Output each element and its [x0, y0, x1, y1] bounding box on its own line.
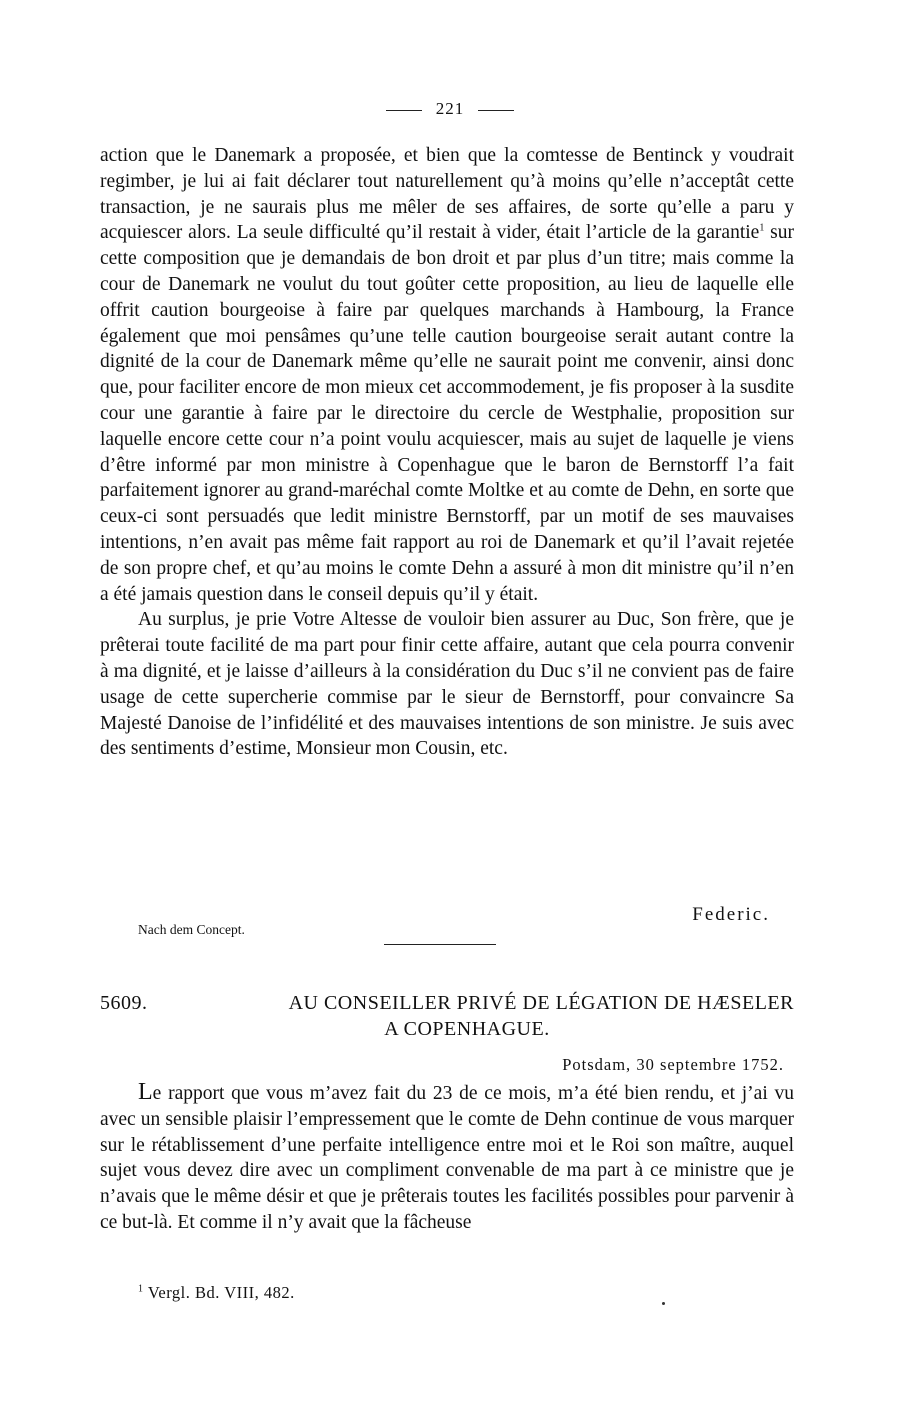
heading-line-2: A COPENHAGUE.: [384, 1018, 550, 1040]
section-divider: [384, 944, 496, 945]
paragraph-2: Au surplus, je prie Votre Altesse de vouloir bien assurer au Duc, Son frère, que je prêterai toute facilité de ma part pour finir cette affaire, autant que cela pourra convenir à ma dignité, et je laisse d’ailleurs à la considération du Duc s’il ne convient pas de faire usage de cette supercherie commise par le sieur de Bernstorff, pour convaincre Sa Majesté Danoise de l’infidélité et des mauvaises intentions de son ministre. Je suis avec des sentiments d’estime, Monsieur mon Cousin, etc.: [100, 609, 794, 760]
signature: Federic.: [692, 904, 770, 925]
header-dash-right: [478, 110, 514, 111]
letter-heading: [100, 990, 794, 1042]
letter-continuation: [100, 143, 794, 762]
letter-body-text: e rapport que vous m’avez fait du 23 de ce mois, m’a été bien rendu, et j’ai vu avec un sensible plaisir l’empressement que le comte de Dehn continue de vous marquer sur le rétablissement d’une perfaite intelligence entre moi et le Roi son maître, auquel sujet vous devez dire avec un compliment convenable de ma part à ce ministre que je n’avais que le même désir et que je prêterais toutes les facilités possibles pour parvenir à ce but-là. Et comme il n’y avait que la fâcheuse: [100, 1083, 794, 1233]
dateline-date: 30 septembre 1752.: [636, 1055, 784, 1074]
print-speck: [662, 1302, 665, 1305]
paragraph-1-text: action que le Danemark a proposée, et bien que la comtesse de Bentinck y voudrait regimber, je lui ai fait déclarer tout naturellement qu’à moins qu’elle n’acceptât cette transaction, je ne saurais plus me mêler de ses affaires, de sorte qu’elle a paru y acquiescer alors. La seule difficulté qu’il restait à vider, était l’article de la garantie: [100, 145, 794, 244]
footnote: [138, 1283, 295, 1303]
paragraph-1-rest: sur cette composition que je demandais de bon droit et par plus d’un titre; mais comme la cour de Danemark ne voulut du tout goûter cette proposition, au lieu de laquelle elle offrit caution bourgeoise à faire par quelques marchands à Hambourg, la France également que moi pensâmes qu’une telle caution bourgeoise serait autant contre la dignité de la cour de Danemark même qu’elle ne saurait point me convenir, ainsi donc que, pour faciliter encore de mon mieux cet accommodement, je fis proposer à la susdite cour une garantie à faire par le directoire du cercle de Westphalie, proposition sur laquelle encore cette cour n’a point voulu acquiescer, mais au sujet de laquelle je viens d’être informé par mon ministre à Copenhague que le baron de Bernstorff l’a fait parfaitement ignorer au grand-maréchal comte Moltke et au comte de Dehn, en sorte que ceux-ci sont persuadés que ledit ministre Bernstorff, par un motif de ses mauvaises intentions, n’en avait pas même fait rapport au roi de Danemark et qu’il l’avait rejetée de son propre chef, et qu’au moins le comte Dehn a assuré à mon dit ministre qu’il n’en a été jamais question dans le conseil depuis qu’il y était.: [100, 222, 794, 605]
footnote-reference: 1: [759, 222, 765, 234]
paragraph-1: [100, 143, 794, 607]
footnote-text: Vergl. Bd. VIII, 482.: [147, 1283, 295, 1302]
letter-number: 5609.: [100, 992, 148, 1014]
page-header: [0, 99, 900, 119]
page-number: 221: [435, 99, 465, 118]
header-dash-left: [386, 110, 422, 111]
heading-line-1: AU CONSEILLER PRIVÉ DE LÉGATION DE HÆSELER: [288, 992, 794, 1014]
letter-body: [100, 1080, 794, 1236]
dateline: [562, 1055, 784, 1075]
footnote-mark: 1: [138, 1283, 144, 1295]
drop-cap: L: [138, 1079, 153, 1105]
dateline-place: Potsdam,: [562, 1055, 632, 1074]
source-note: Nach dem Concept.: [138, 922, 245, 937]
letter-body-paragraph: [100, 1080, 794, 1236]
